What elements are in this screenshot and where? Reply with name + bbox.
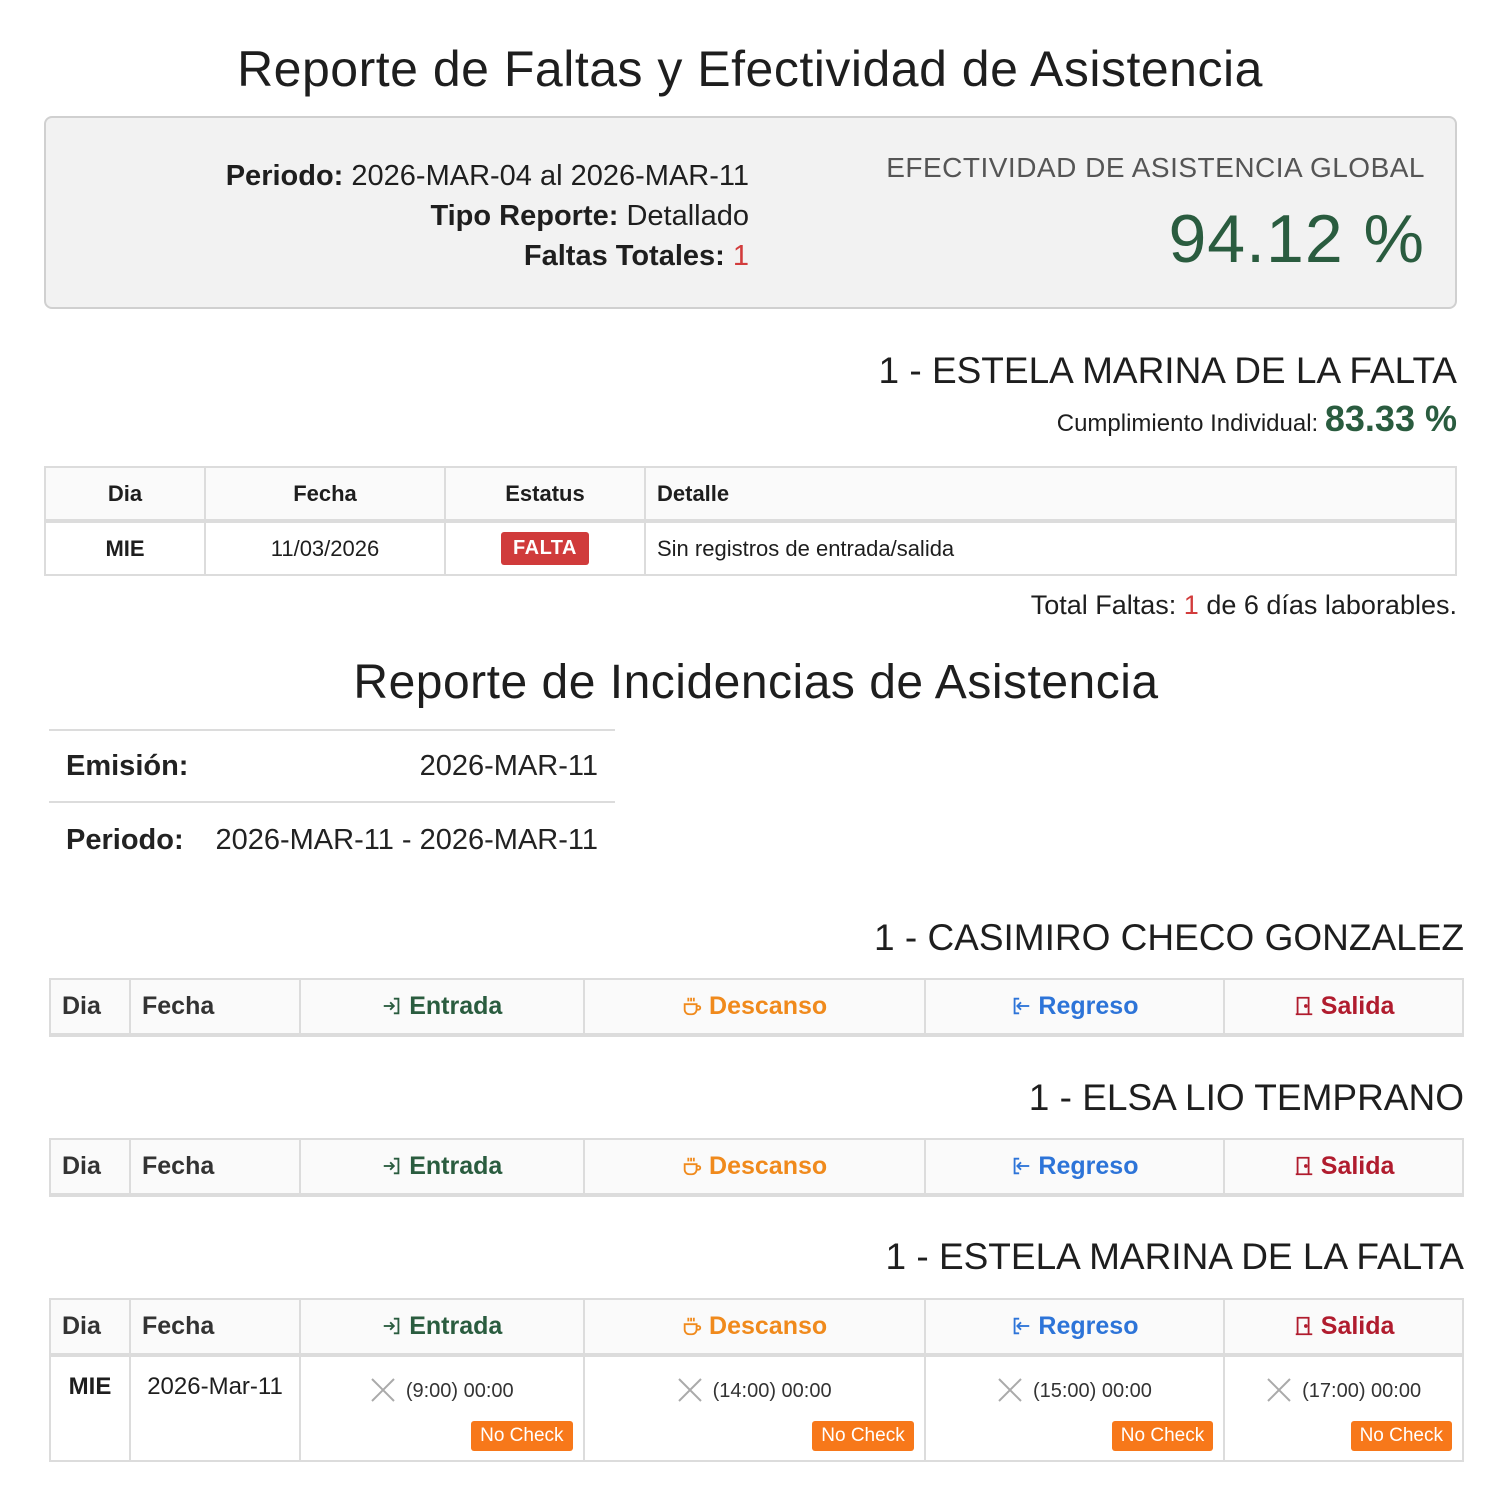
return-icon xyxy=(1010,995,1032,1017)
table-header-row xyxy=(50,979,1463,1035)
total-faltas xyxy=(1031,590,1457,621)
table-header-row xyxy=(50,1139,1463,1195)
summary-panel xyxy=(44,116,1457,309)
coffee-cup-icon xyxy=(681,995,703,1017)
column-header-salida: Salida xyxy=(1224,1139,1463,1195)
column-header-dia: Dia xyxy=(50,979,130,1035)
individual-compliance xyxy=(1057,398,1457,440)
employee-name: 1 - ELSA LIO TEMPRANO xyxy=(1028,1077,1464,1118)
total-faltas-value: 1 xyxy=(1183,590,1199,620)
column-header-regreso: Regreso xyxy=(925,979,1225,1035)
descanso-time: (14:00) 00:00 xyxy=(712,1380,832,1402)
table-row xyxy=(45,521,1456,575)
door-icon xyxy=(1293,1155,1315,1177)
cell-descanso xyxy=(584,1355,925,1461)
column-header-entrada: Entrada xyxy=(300,979,584,1035)
return-icon xyxy=(1010,1315,1032,1337)
coffee-cup-icon xyxy=(681,1155,703,1177)
no-check-badge: No Check xyxy=(1351,1421,1452,1451)
faltas-table xyxy=(44,466,1457,576)
periodo-value: 2026-MAR-04 al 2026-MAR-11 xyxy=(351,160,749,192)
x-mark-icon xyxy=(370,1377,396,1403)
door-icon xyxy=(1293,995,1315,1017)
employee-name: 1 - ESTELA MARINA DE LA FALTA xyxy=(885,1236,1464,1277)
cell-estatus xyxy=(445,521,645,575)
door-icon xyxy=(1293,1315,1315,1337)
cell-detalle: Sin registros de entrada/salida xyxy=(645,521,1456,575)
no-check-badge: No Check xyxy=(812,1421,913,1451)
cell-fecha: 11/03/2026 xyxy=(205,521,445,575)
table-header-row xyxy=(50,1299,1463,1355)
global-effectiveness xyxy=(886,152,1425,278)
efectividad-label: EFECTIVIDAD DE ASISTENCIA GLOBAL xyxy=(886,152,1425,183)
faltas-totales-label: Faltas Totales: xyxy=(523,240,725,272)
column-header-regreso: Regreso xyxy=(925,1139,1225,1195)
table-header-row xyxy=(45,467,1456,521)
report-meta xyxy=(49,729,615,877)
cell-regreso xyxy=(925,1355,1225,1461)
total-faltas-suffix: de 6 días laborables. xyxy=(1206,590,1457,620)
column-header-fecha: Fecha xyxy=(130,1139,300,1195)
emision-value: 2026-MAR-11 xyxy=(419,749,598,782)
cumplimiento-label: Cumplimiento Individual: xyxy=(1056,410,1319,437)
status-badge: FALTA xyxy=(501,532,589,565)
no-check-badge: No Check xyxy=(471,1421,572,1451)
column-header-salida: Salida xyxy=(1224,979,1463,1035)
column-header-dia: Dia xyxy=(50,1299,130,1355)
x-mark-icon xyxy=(677,1377,703,1403)
login-icon xyxy=(381,1155,403,1177)
column-header-descanso: Descanso xyxy=(584,979,925,1035)
efectividad-value: 94.12 % xyxy=(1168,201,1425,277)
incidencias-table xyxy=(49,1298,1464,1462)
column-header-dia: Dia xyxy=(45,467,205,521)
regreso-time: (15:00) 00:00 xyxy=(1032,1380,1152,1402)
column-header-estatus: Estatus xyxy=(445,467,645,521)
cell-dia: MIE xyxy=(50,1355,130,1461)
x-mark-icon xyxy=(1266,1377,1292,1403)
periodo-label: Periodo: xyxy=(66,823,184,856)
x-mark-icon xyxy=(997,1377,1023,1403)
total-faltas-prefix: Total Faltas: xyxy=(1030,590,1177,620)
coffee-cup-icon xyxy=(681,1315,703,1337)
tipo-reporte-value: Detallado xyxy=(626,200,749,232)
cell-entrada xyxy=(300,1355,584,1461)
column-header-descanso: Descanso xyxy=(584,1299,925,1355)
periodo-row xyxy=(49,803,615,877)
cumplimiento-value: 83.33 % xyxy=(1324,398,1457,439)
emision-label: Emisión: xyxy=(66,749,189,782)
periodo-label: Periodo: xyxy=(225,160,344,192)
cell-salida xyxy=(1224,1355,1463,1461)
employee-name: 1 - ESTELA MARINA DE LA FALTA xyxy=(878,350,1457,391)
entrada-time: (9:00) 00:00 xyxy=(405,1380,514,1402)
column-header-dia: Dia xyxy=(50,1139,130,1195)
table-row xyxy=(50,1355,1463,1461)
incidencias-title: Reporte de Incidencias de Asistencia xyxy=(353,656,1159,709)
summary-info xyxy=(226,156,749,276)
column-header-fecha: Fecha xyxy=(130,1299,300,1355)
report-title: Reporte de Faltas y Efectividad de Asistencia xyxy=(237,41,1263,97)
login-icon xyxy=(381,1315,403,1337)
column-header-detalle: Detalle xyxy=(645,467,1456,521)
periodo-value: 2026-MAR-11 - 2026-MAR-11 xyxy=(215,823,598,856)
return-icon xyxy=(1010,1155,1032,1177)
faltas-totales-value: 1 xyxy=(732,240,749,272)
column-header-salida: Salida xyxy=(1224,1299,1463,1355)
login-icon xyxy=(381,995,403,1017)
incidencias-table xyxy=(49,978,1464,1037)
column-header-descanso: Descanso xyxy=(584,1139,925,1195)
incidencias-table xyxy=(49,1138,1464,1197)
column-header-entrada: Entrada xyxy=(300,1139,584,1195)
salida-time: (17:00) 00:00 xyxy=(1302,1380,1422,1402)
column-header-fecha: Fecha xyxy=(205,467,445,521)
cell-dia: MIE xyxy=(45,521,205,575)
column-header-regreso: Regreso xyxy=(925,1299,1225,1355)
column-header-fecha: Fecha xyxy=(130,979,300,1035)
tipo-reporte-label: Tipo Reporte: xyxy=(430,200,619,232)
no-check-badge: No Check xyxy=(1112,1421,1213,1451)
employee-name: 1 - CASIMIRO CHECO GONZALEZ xyxy=(873,917,1464,958)
emision-row xyxy=(49,729,615,803)
cell-fecha: 2026-Mar-11 xyxy=(130,1355,300,1461)
column-header-entrada: Entrada xyxy=(300,1299,584,1355)
